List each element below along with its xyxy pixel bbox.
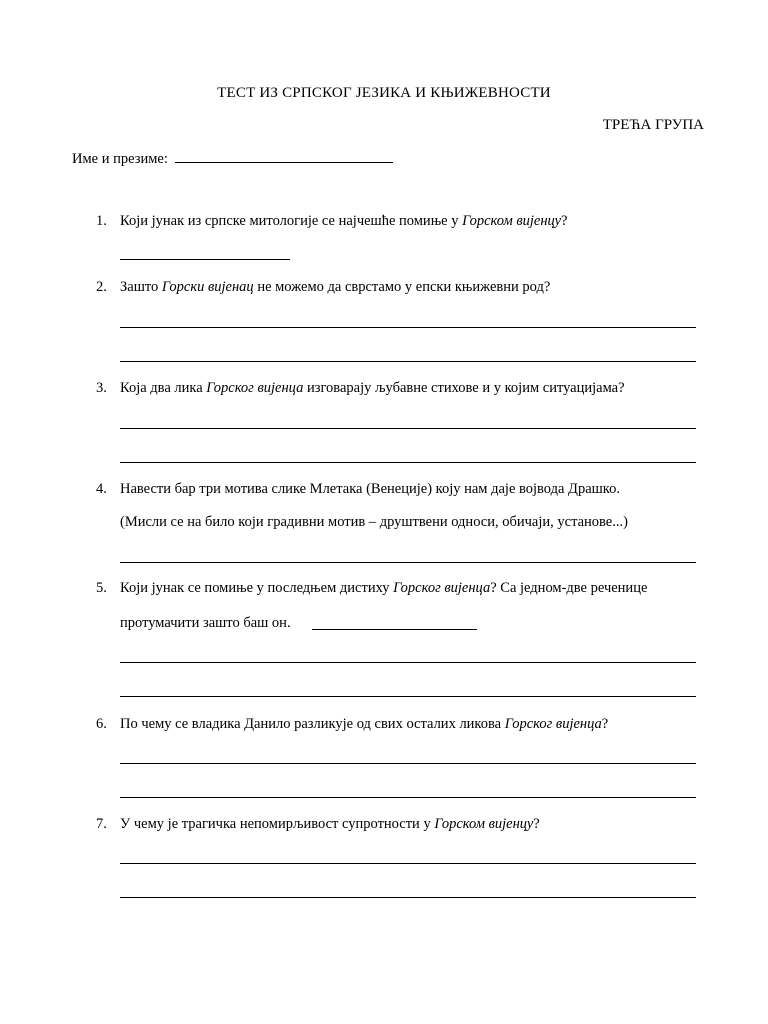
- question-3: [96, 380, 625, 397]
- question-text-end: не можемо да сврстамо у епски књижевни род?: [253, 279, 551, 295]
- question-4-note: (Мисли се на било који градивни мотив – друштвени односи, обичаји, установе...): [120, 514, 628, 530]
- question-1: [96, 213, 567, 230]
- answer-line-6b[interactable]: [120, 797, 696, 798]
- question-text: Који јунак из српске митологије се најчешће помиње у: [120, 213, 463, 229]
- question-number: 2.: [96, 279, 107, 295]
- question-text: Који јунак се помиње у последњем дистиху: [120, 580, 394, 596]
- question-7: [96, 816, 540, 833]
- question-text: Зашто: [120, 279, 162, 295]
- answer-line-5-inline[interactable]: [312, 629, 477, 630]
- question-text-end: ?: [601, 716, 609, 732]
- answer-line-7a[interactable]: [120, 863, 696, 864]
- answer-line-5b[interactable]: [120, 696, 696, 697]
- question-4: [96, 481, 620, 498]
- question-number: 7.: [96, 816, 107, 832]
- question-text-end: ?: [561, 213, 568, 229]
- question-title-italic: Горски вијенац: [161, 279, 254, 295]
- name-label: Име и презиме:: [72, 151, 168, 167]
- question-5-continuation: протумачити зашто баш он.: [120, 615, 291, 631]
- name-answer-line[interactable]: [175, 148, 393, 163]
- answer-line-4[interactable]: [120, 562, 696, 563]
- question-text-end: ? Са једном-две реченице: [490, 580, 648, 596]
- answer-line-2b[interactable]: [120, 361, 696, 362]
- question-title-italic: Горском вијенцу: [462, 213, 562, 229]
- question-text-end: изговарају љубавне стихове и у којим ситуацијама?: [303, 380, 625, 396]
- question-text: У чему је трагичка непомирљивост супротности у: [120, 816, 435, 832]
- answer-line-2a[interactable]: [120, 327, 696, 328]
- question-6: [96, 716, 608, 733]
- question-number: 3.: [96, 380, 107, 396]
- question-number: 1.: [96, 213, 107, 229]
- answer-line-1[interactable]: [120, 259, 290, 260]
- answer-line-7b[interactable]: [120, 897, 696, 898]
- answer-line-3a[interactable]: [120, 428, 696, 429]
- question-title-italic: Горског вијенца: [206, 380, 304, 396]
- answer-line-5a[interactable]: [120, 662, 696, 663]
- page-title: ТЕСТ ИЗ СРПСКОГ ЈЕЗИКА И КЊИЖЕВНОСТИ: [217, 85, 551, 101]
- question-5: [96, 580, 647, 597]
- question-title-italic: Горског вијенца: [393, 580, 491, 596]
- question-text: Навести бар три мотива слике Млетака (Венеције) коју нам даје војвода Драшко.: [120, 481, 620, 497]
- answer-line-6a[interactable]: [120, 763, 696, 764]
- question-text: Која два лика: [120, 380, 207, 396]
- question-number: 5.: [96, 580, 107, 596]
- question-title-italic: Горском вијенцу: [434, 816, 534, 832]
- name-field-row: [72, 148, 393, 168]
- question-2: [96, 279, 550, 296]
- group-label: ТРЕЋА ГРУПА: [602, 117, 704, 133]
- question-text: По чему се владика Данило разликује од свих осталих ликова: [120, 716, 505, 732]
- answer-line-3b[interactable]: [120, 462, 696, 463]
- question-number: 6.: [96, 716, 107, 732]
- question-title-italic: Горског вијенца: [504, 716, 602, 732]
- question-number: 4.: [96, 481, 107, 497]
- question-text-end: ?: [533, 816, 540, 832]
